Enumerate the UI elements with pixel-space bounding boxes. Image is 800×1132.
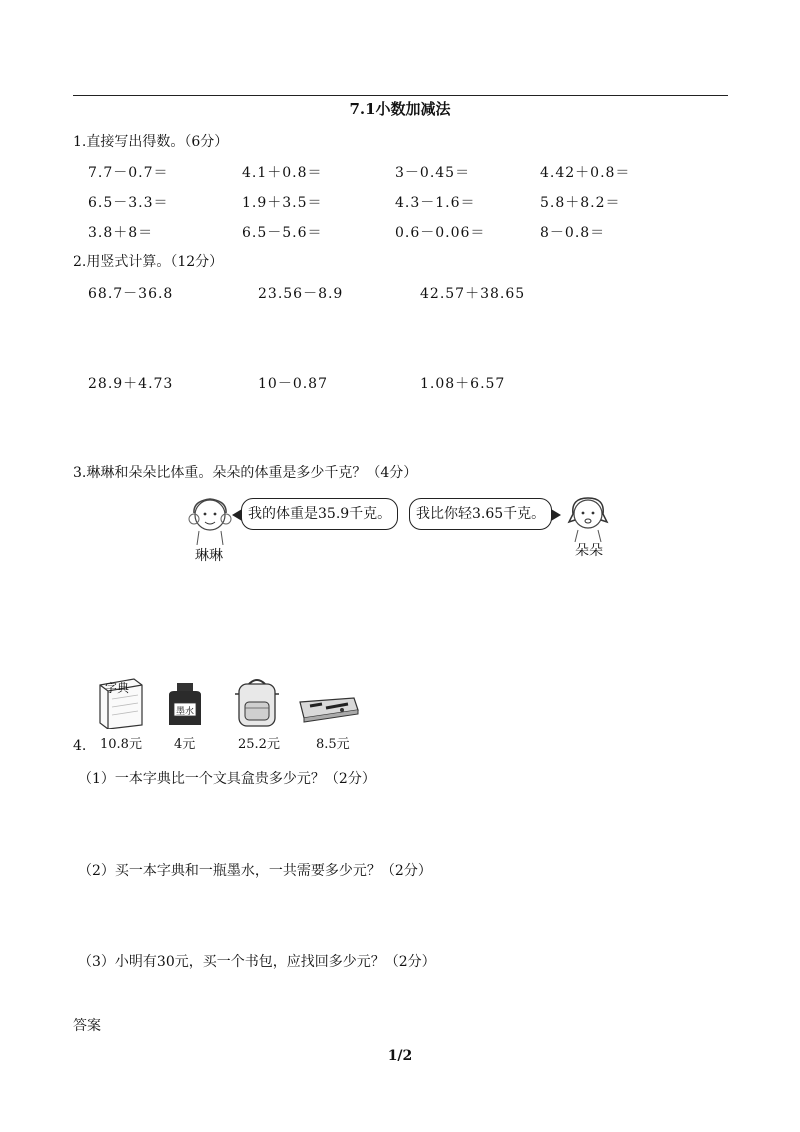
q1-exercise: 4.1＋0.8＝ xyxy=(242,165,323,181)
page-number: 1/2 xyxy=(387,1048,413,1064)
q1-exercise: 1.9＋3.5＝ xyxy=(242,195,323,211)
q3-heading: 3.琳琳和朵朵比体重。朵朵的体重是多少千克？（4分） xyxy=(73,465,418,481)
q1-exercise: 6.5－3.3＝ xyxy=(88,195,169,211)
q2-exercise: 68.7－36.8 xyxy=(88,286,174,302)
q1-heading: 1.直接写出得数。（6分） xyxy=(73,134,229,150)
linlin-name: 琳琳 xyxy=(195,548,223,564)
ink-price: 4元 xyxy=(174,737,196,752)
backpack-price: 25.2元 xyxy=(238,737,280,752)
q1-exercise: 5.8＋8.2＝ xyxy=(540,195,621,211)
q2-exercise: 10－0.87 xyxy=(258,376,328,392)
backpack-icon xyxy=(233,676,281,728)
q2-heading: 2.用竖式计算。（12分） xyxy=(73,254,224,270)
ink-bottle-icon xyxy=(166,683,204,727)
dictionary-label: 字典 xyxy=(105,681,130,695)
q2-exercise: 23.56－8.9 xyxy=(258,286,344,302)
ink-label: 墨水 xyxy=(176,707,195,717)
girl-linlin-icon xyxy=(185,495,235,545)
duoduo-name: 朵朵 xyxy=(575,543,603,559)
q4-sub-question: （3）小明有30元，买一个书包，应找回多少元？（2分） xyxy=(78,954,436,970)
q1-exercise: 0.6－0.06＝ xyxy=(395,225,486,241)
q1-exercise: 8－0.8＝ xyxy=(540,225,606,241)
pencil-box-icon xyxy=(296,696,360,724)
pencil-box-price: 8.5元 xyxy=(316,737,350,752)
header-rule xyxy=(73,95,728,96)
linlin-speech-bubble xyxy=(241,498,398,530)
q1-exercise: 3.8＋8＝ xyxy=(88,225,154,241)
q1-exercise: 7.7－0.7＝ xyxy=(88,165,169,181)
girl-duoduo-icon xyxy=(563,492,613,542)
page-title: 7.1小数加减法 xyxy=(349,100,451,118)
answers-label: 答案 xyxy=(73,1018,101,1034)
q2-exercise: 42.57＋38.65 xyxy=(420,286,526,302)
q1-exercise: 6.5－5.6＝ xyxy=(242,225,323,241)
q1-exercise: 4.3－1.6＝ xyxy=(395,195,476,211)
q1-exercise: 3－0.45＝ xyxy=(395,165,471,181)
q2-exercise: 28.9＋4.73 xyxy=(88,376,174,392)
q2-exercise: 1.08＋6.57 xyxy=(420,376,506,392)
q4-sub-question: （1）一本字典比一个文具盒贵多少元？（2分） xyxy=(78,771,376,787)
dictionary-icon xyxy=(98,677,144,729)
duoduo-speech-bubble xyxy=(409,498,552,530)
duoduo-speech-text: 我比你轻3.65千克。 xyxy=(416,506,546,522)
q4-sub-question: （2）买一本字典和一瓶墨水，一共需要多少元？（2分） xyxy=(78,863,432,879)
q1-exercise: 4.42＋0.8＝ xyxy=(540,165,631,181)
linlin-speech-text: 我的体重是35.9千克。 xyxy=(248,506,392,522)
q4-number: 4. xyxy=(73,738,87,754)
dictionary-price: 10.8元 xyxy=(100,737,142,752)
